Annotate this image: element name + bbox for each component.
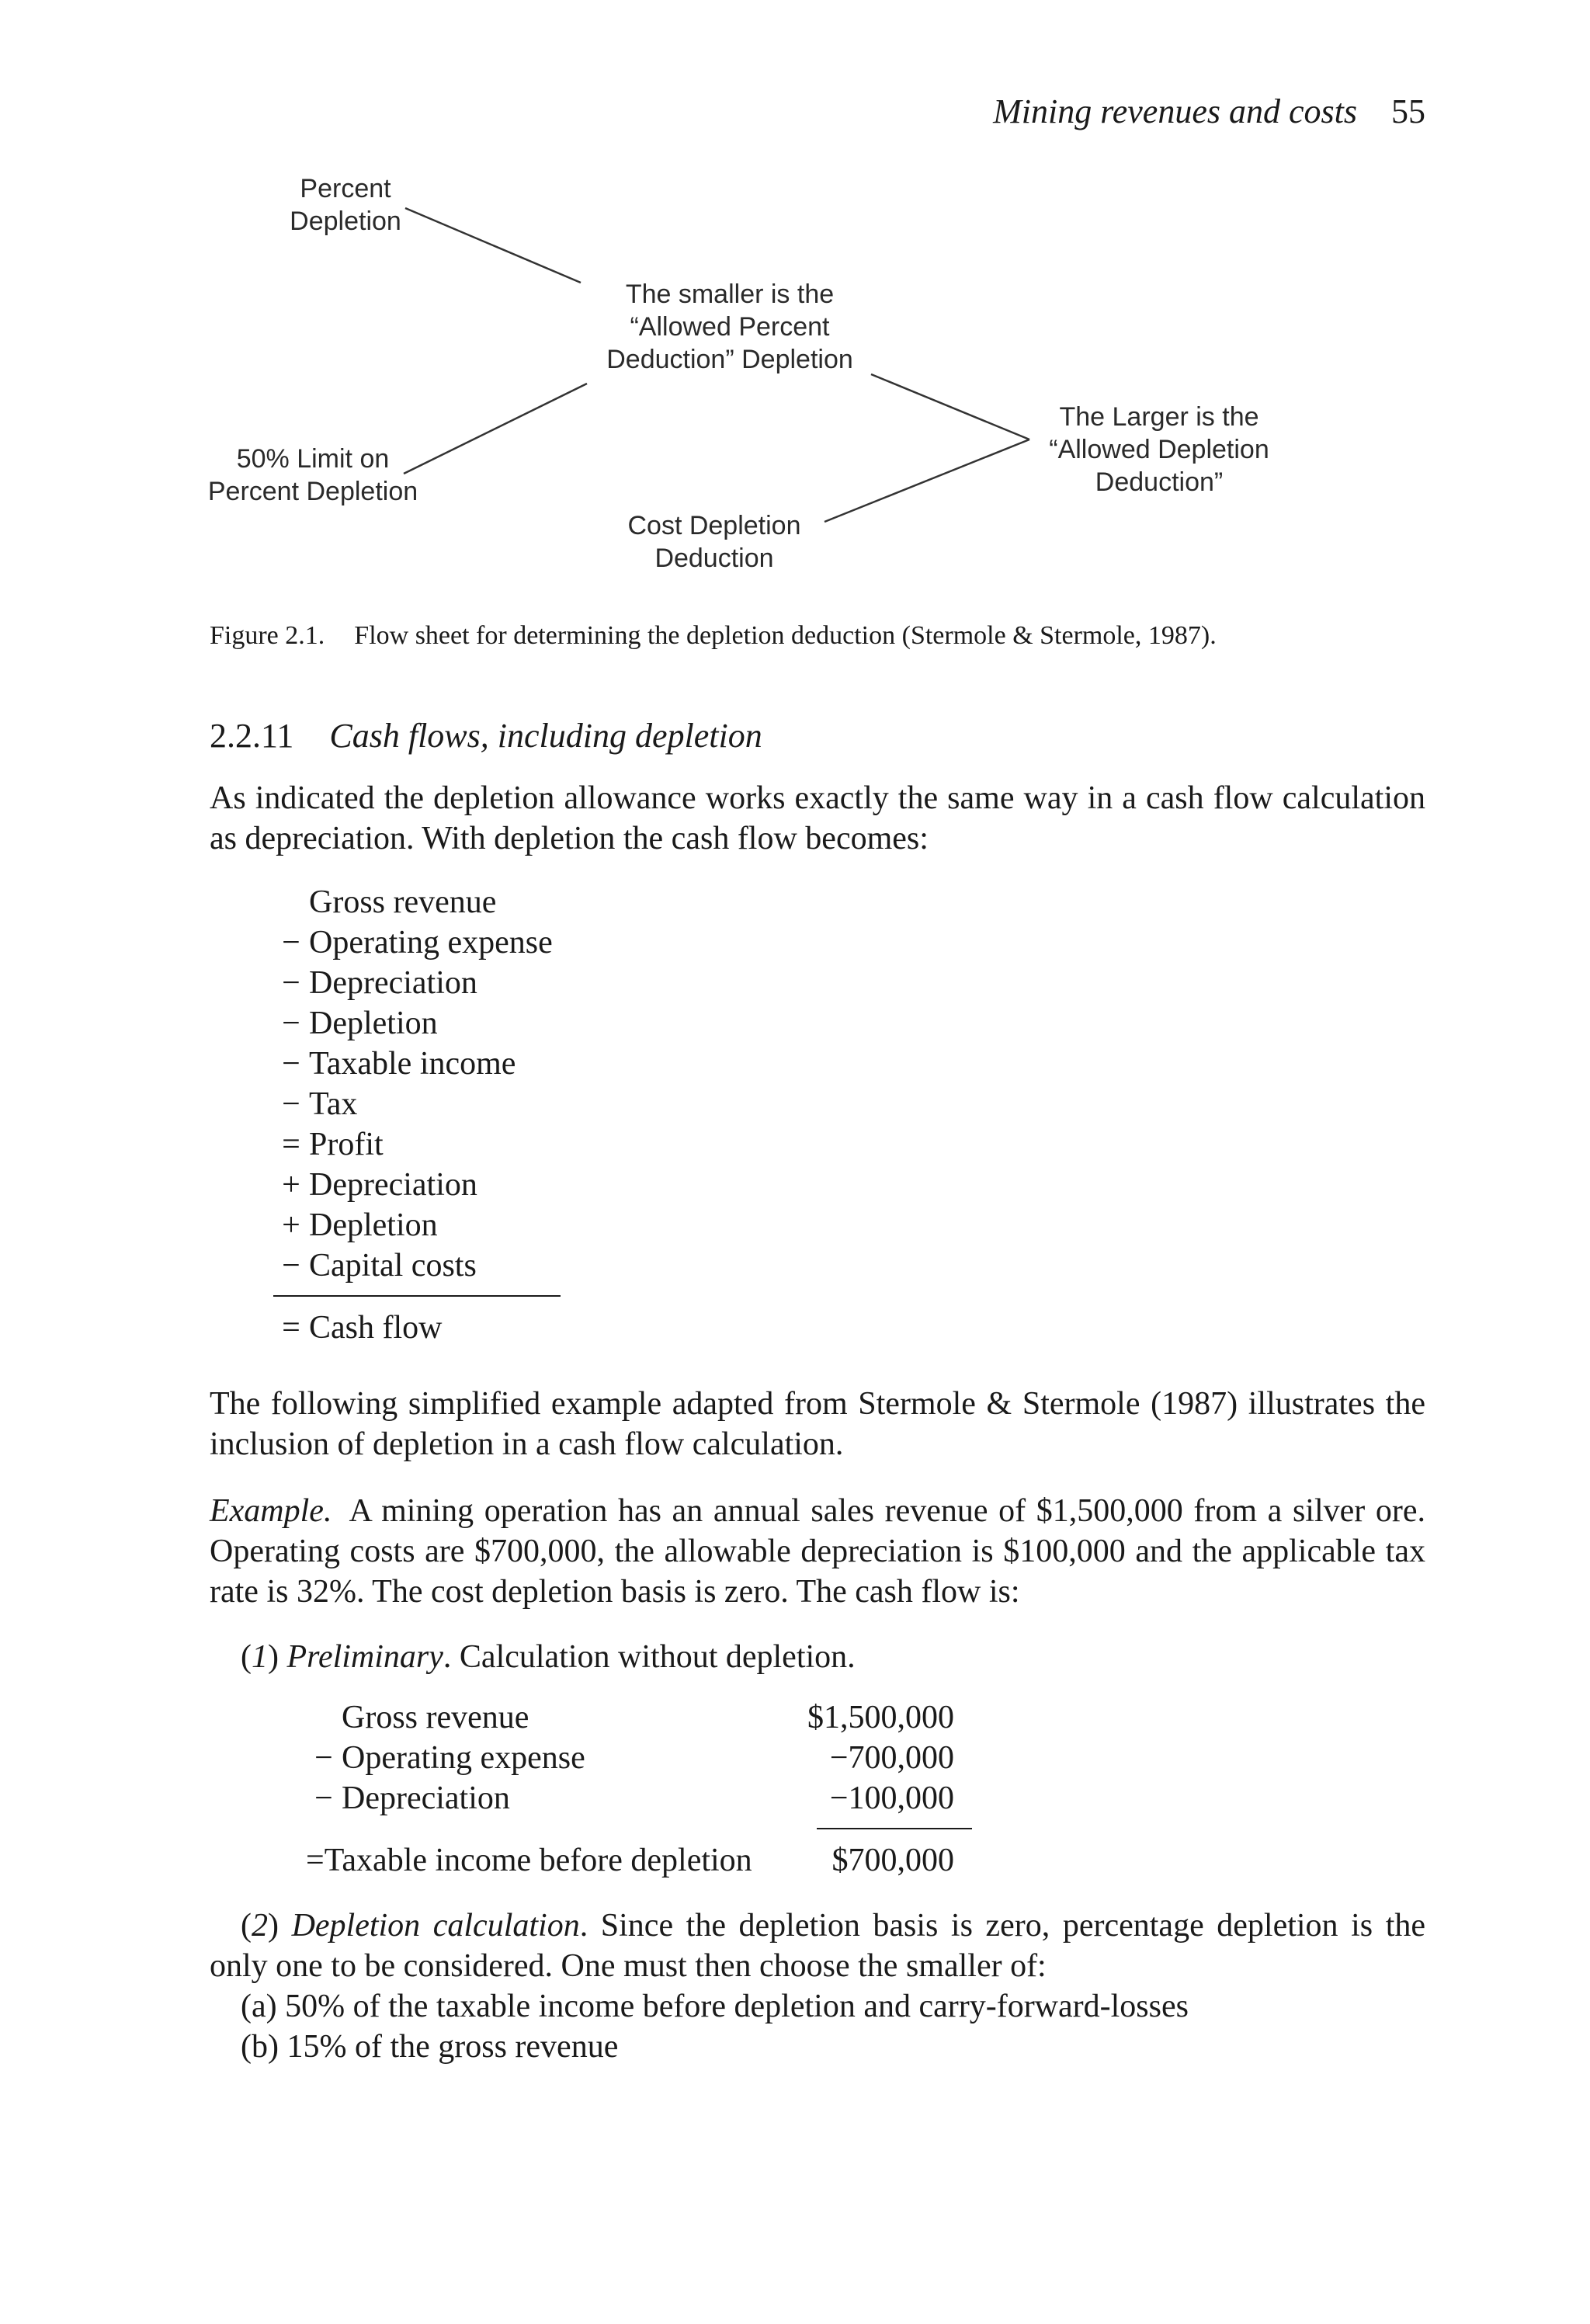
cash-flow-item xyxy=(273,963,561,1003)
calc-label: Gross revenue xyxy=(342,1700,529,1735)
preliminary-calculation xyxy=(306,1697,972,1881)
following-paragraph xyxy=(210,1384,1425,1464)
operator: = xyxy=(282,1310,300,1346)
node-line: 50% Limit on xyxy=(236,444,390,474)
running-head-title: Mining revenues and costs xyxy=(993,92,1357,130)
connector-percent-to-smaller xyxy=(405,208,581,283)
operator xyxy=(273,882,309,922)
paragraph-line: inclusion of depletion in a cash flow calculation. xyxy=(210,1426,844,1462)
item-label: Depletion xyxy=(309,1006,438,1041)
node-smaller-allowed-percent xyxy=(590,278,870,376)
calc-row xyxy=(306,1778,972,1819)
node-line: Percent Depletion xyxy=(207,477,418,506)
item-label: Capital costs xyxy=(309,1248,477,1284)
operator: − xyxy=(282,1248,300,1284)
step-text: . Calculation without depletion. xyxy=(443,1639,856,1675)
figure-caption-text: Flow sheet for determining the depletion deduction (Stermole & Stermole, 1987). xyxy=(354,621,1217,650)
node-larger-allowed-depletion xyxy=(1039,401,1279,498)
node-percent-depletion xyxy=(279,172,411,238)
calc-row xyxy=(306,1738,972,1778)
option-item: (b) 15% of the gross revenue xyxy=(241,2029,619,2065)
item-label: Profit xyxy=(309,1127,384,1162)
step-2-paragraph xyxy=(210,1905,1425,2067)
operator: − xyxy=(282,1046,300,1082)
node-line: Depletion xyxy=(290,207,401,236)
section-title: Cash flows, including depletion xyxy=(329,717,762,755)
paragraph-line: only one to be considered. One must then choose the smaller of: xyxy=(210,1948,1047,1984)
operator: − xyxy=(282,965,300,1001)
calc-value: −700,000 xyxy=(829,1740,954,1776)
node-line: Deduction” xyxy=(1095,467,1224,497)
item-label: Depletion xyxy=(309,1207,438,1243)
operator: − xyxy=(282,1006,300,1041)
node-line: Deduction” Depletion xyxy=(606,345,853,374)
example-paragraph xyxy=(210,1491,1425,1612)
example-first-line: A mining operation has an annual sales revenue of $1,500,000 from a silver ore. xyxy=(349,1493,1425,1529)
item-label: Gross revenue xyxy=(309,884,497,920)
cash-flow-item xyxy=(273,1003,561,1044)
operator: + xyxy=(282,1207,300,1243)
figure-label: Figure 2.1. xyxy=(210,621,325,650)
item-label: Taxable income xyxy=(309,1046,516,1082)
calc-value: −100,000 xyxy=(829,1780,954,1816)
node-line: Deduction xyxy=(654,544,774,573)
cash-flow-item xyxy=(273,1245,561,1286)
calc-total xyxy=(306,1840,972,1881)
item-label: Depreciation xyxy=(309,1167,477,1203)
step-text: . Since the depletion basis is zero, percentage depletion is the xyxy=(579,1908,1426,1944)
paragraph-line: Operating costs are $700,000, the allowable depreciation is $100,000 and the applicable tax xyxy=(210,1534,1425,1569)
operator: = xyxy=(306,1843,325,1878)
node-line: Percent xyxy=(300,174,391,203)
figure-caption xyxy=(210,621,1217,651)
operator: − xyxy=(314,1780,333,1816)
connector-limit-to-smaller xyxy=(404,384,587,474)
operator: − xyxy=(282,925,300,961)
item-label: Operating expense xyxy=(309,925,553,961)
item-label: Depreciation xyxy=(309,965,477,1001)
page-number: 55 xyxy=(1391,92,1425,130)
node-line: The smaller is the xyxy=(625,280,835,309)
operator: − xyxy=(282,1086,300,1122)
item-label: Tax xyxy=(309,1086,358,1122)
cash-flow-item xyxy=(273,882,561,922)
connector-cost-to-larger xyxy=(825,439,1029,522)
node-line: “Allowed Percent xyxy=(630,312,830,342)
cash-flow-item xyxy=(273,922,561,963)
cash-flow-total xyxy=(273,1308,561,1348)
cash-flow-item xyxy=(273,1124,561,1165)
calc-label: Taxable income before depletion xyxy=(324,1843,752,1878)
operator xyxy=(306,1697,342,1738)
sum-rule xyxy=(817,1828,972,1829)
paragraph-line: rate is 32%. The cost depletion basis is zero. The cash flow is: xyxy=(210,1574,1020,1610)
paragraph-line xyxy=(210,1491,1425,1531)
intro-paragraph xyxy=(210,778,1425,859)
connector-smaller-to-larger xyxy=(871,374,1029,439)
calc-row xyxy=(306,1697,972,1738)
sum-rule xyxy=(273,1295,561,1297)
step-title: Depletion calculation xyxy=(291,1908,580,1944)
cash-flow-item xyxy=(273,1044,561,1084)
paragraph-line: (2) Depletion calculation. Since the depletion basis is zero, percentage depletion is the xyxy=(241,1908,1426,1944)
step-title: Preliminary xyxy=(286,1639,443,1675)
step-number: 2 xyxy=(252,1908,268,1944)
paragraph-line: as depreciation. With depletion the cash flow becomes: xyxy=(210,821,929,856)
item-label: Cash flow xyxy=(309,1310,443,1346)
operator: − xyxy=(314,1740,333,1776)
calc-label: Depreciation xyxy=(342,1780,510,1816)
node-50-percent-limit xyxy=(200,443,425,508)
section-heading xyxy=(210,716,762,756)
cash-flow-item xyxy=(273,1205,561,1245)
example-label: Example. xyxy=(210,1493,332,1529)
option-item: (a) 50% of the taxable income before depletion and carry-forward-losses xyxy=(241,1989,1189,2024)
calc-value: $1,500,000 xyxy=(807,1700,954,1735)
node-cost-depletion xyxy=(613,509,815,575)
operator: + xyxy=(282,1167,300,1203)
cash-flow-item xyxy=(273,1165,561,1205)
step-number: 1 xyxy=(252,1639,268,1675)
section-number: 2.2.11 xyxy=(210,717,294,755)
operator: = xyxy=(282,1127,300,1162)
paragraph-line: As indicated the depletion allowance works exactly the same way in a cash flow calculation xyxy=(210,780,1425,816)
node-line: The Larger is the xyxy=(1059,402,1259,432)
cash-flow-item xyxy=(273,1084,561,1124)
paragraph-line: The following simplified example adapted from Stermole & Stermole (1987) illustrates the xyxy=(210,1386,1425,1422)
node-line: Cost Depletion xyxy=(627,511,801,540)
calc-value: $700,000 xyxy=(831,1843,954,1878)
step-1-heading: (1) Preliminary. Calculation without depletion. xyxy=(241,1639,856,1675)
cash-flow-list xyxy=(273,882,561,1348)
calc-label: Operating expense xyxy=(342,1740,585,1776)
node-line: “Allowed Depletion xyxy=(1049,435,1269,464)
